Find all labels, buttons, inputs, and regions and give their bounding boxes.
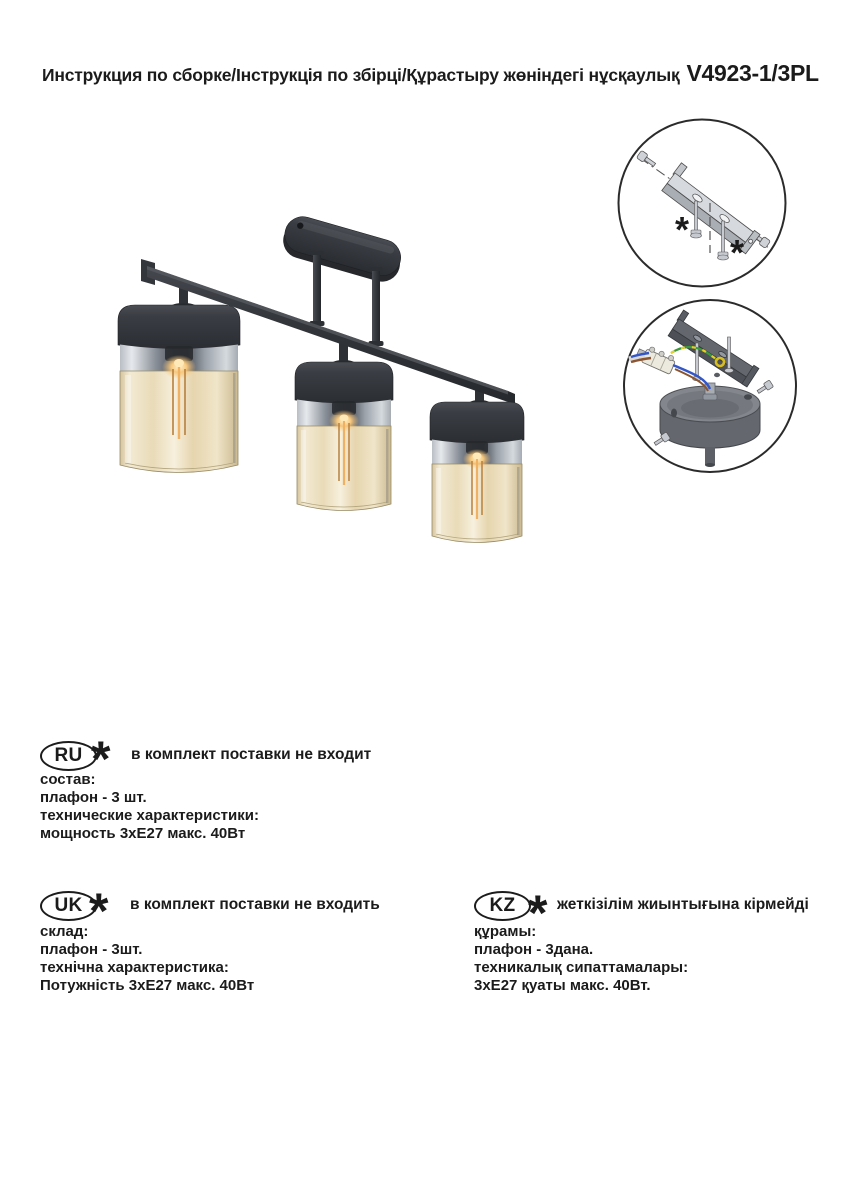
lang-code: UK [54, 895, 83, 916]
spec-line: плафон - 3 шт. [40, 789, 147, 806]
spec-line: 3хЕ27 қуаты макс. 40Вт. [474, 977, 651, 994]
spec-line: құрамы: [474, 923, 537, 940]
spec-line: состав: [40, 771, 96, 788]
lamp-fixture-illustration [95, 195, 565, 585]
spec-line: склад: [40, 923, 89, 940]
canopy-stem [705, 447, 715, 465]
lang-badge-ru [40, 741, 97, 771]
spec-line: плафон - 3шт. [40, 941, 143, 958]
title-multilingual: Инструкция по сборке/Інструкція по збірці/Құрастыру жөніндегі нұсқаулық [42, 65, 680, 85]
asterisk: * [675, 209, 690, 250]
lang-code: KZ [489, 895, 516, 916]
asterisk: * [730, 232, 745, 273]
spec-list-uk [40, 923, 254, 995]
not-included-note-uk: в комплект поставки не входить [130, 896, 380, 913]
title-model-number: V4923-1/3PL [686, 60, 819, 86]
lang-code: RU [54, 745, 83, 766]
spec-line: Потужність 3хЕ27 макс. 40Вт [40, 977, 255, 994]
not-included-note-ru: в комплект поставки не входит [131, 746, 372, 763]
ceiling-canopy [279, 212, 406, 285]
not-included-note-kz: жеткізілім жиынтығына кірмейді [557, 896, 809, 913]
spec-list-ru [40, 771, 259, 843]
lamp-shade-right [430, 402, 524, 543]
mounting-bracket-diagram [616, 117, 788, 289]
spec-list-kz [474, 923, 688, 995]
asterisk: * [528, 885, 548, 941]
lamp-shade-left [118, 305, 240, 473]
spec-line: технічна характеристика: [40, 959, 229, 976]
page-title [42, 60, 832, 87]
spec-line: техникалық сипаттамалары: [474, 959, 689, 976]
lang-badge-kz [474, 891, 531, 921]
spec-line: мощность 3хЕ27 макс. 40Вт [40, 825, 246, 842]
canopy-wiring-diagram [621, 297, 799, 475]
lamp-shade-middle [295, 362, 393, 511]
asterisk: * [91, 731, 111, 787]
spec-line: плафон - 3дана. [474, 941, 594, 958]
asterisk: * [89, 883, 109, 939]
spec-line: технические характеристики: [40, 807, 259, 824]
